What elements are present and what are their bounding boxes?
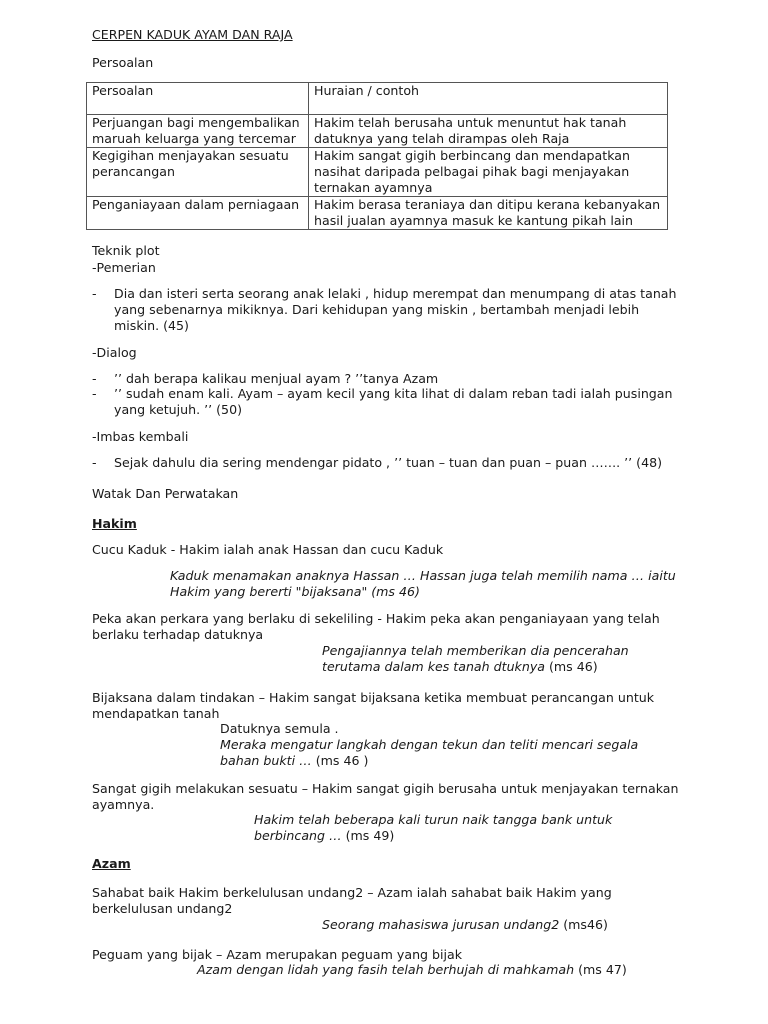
azam-trait-1 [92, 885, 612, 917]
cell-line: Kegigihan menjayakan sesuatu [92, 148, 289, 163]
azam-quote-2 [197, 962, 627, 978]
text-line: yang ketujuh. ’’ (50) [114, 402, 242, 417]
quote-line: bahan bukti … [220, 753, 312, 768]
cell-line: perancangan [92, 164, 175, 179]
page-reference: (ms 49) [341, 828, 395, 843]
persoalan-table [86, 82, 668, 230]
page-reference: (ms 47) [574, 962, 627, 977]
watak-heading: Watak Dan Perwatakan [92, 486, 239, 501]
hakim-quote-2 [322, 643, 629, 675]
azam-heading: Azam [92, 856, 131, 871]
cell-line: Penganiayaan dalam perniagaan [92, 197, 300, 212]
imbas-item: Sejak dahulu dia sering mendengar pidato , ’’ tuan – tuan dan puan – puan ……. ’’ (48) [114, 455, 663, 470]
table-cell [309, 148, 668, 197]
text-line: Dia dan isteri serta seorang anak lelaki , hidup merempat dan menumpang di atas tanah [114, 286, 677, 301]
hakim-trait-1: Cucu Kaduk - Hakim ialah anak Hassan dan cucu Kaduk [92, 542, 444, 557]
text-line: Sahabat baik Hakim berkelulusan undang2 – Azam ialah sahabat baik Hakim yang [92, 885, 612, 900]
cell-line: Hakim sangat gigih berbincang dan mendapatkan [314, 148, 630, 163]
text-line: ’’ sudah enam kali. Ayam – ayam kecil yang kita lihat di dalam reban tadi ialah pusingan [114, 386, 673, 401]
azam-quote-1 [322, 917, 608, 933]
table-header-cell: Persoalan [87, 83, 309, 115]
table-cell [87, 197, 309, 230]
table-cell [87, 115, 309, 148]
text-line: Bijaksana dalam tindakan – Hakim sangat bijaksana ketika membuat perancangan untuk [92, 690, 655, 705]
dialog-item: ’’ dah berapa kalikau menjual ayam ? ’’tanya Azam [114, 371, 439, 386]
page-reference: (ms 46 ) [311, 753, 369, 768]
quote-line: berbincang … [254, 828, 342, 843]
persoalan-heading: Persoalan [92, 55, 154, 70]
text-line: yang sebenarnya mikiknya. Dari kehidupan yang miskin , bertambah menjadi lebih [114, 302, 640, 317]
cell-line: Perjuangan bagi mengembalikan [92, 115, 300, 130]
text-line: berlaku terhadap datuknya [92, 627, 264, 642]
table-header-cell: Huraian / contoh [309, 83, 668, 115]
cell-line: datuknya yang telah dirampas oleh Raja [314, 131, 570, 146]
quote-line: terutama dalam kes tanah dtuknya [322, 659, 545, 674]
quote-line: Hakim yang bererti "bijaksana" (ms 46) [170, 584, 420, 599]
page-reference: (ms 46) [545, 659, 598, 674]
cell-line: Hakim telah berusaha untuk menuntut hak tanah [314, 115, 627, 130]
cell-line: nasihat daripada pelbagai pihak bagi menjayakan [314, 164, 630, 179]
hakim-quote-3 [220, 721, 638, 769]
quote-line: Kaduk menamakan anaknya Hassan … Hassan juga telah memilih nama … iaitu [170, 568, 676, 583]
quote-line: Meraka mengatur langkah dengan tekun dan teliti mencari segala [220, 737, 639, 752]
cell-line: hasil jualan ayamnya masuk ke kantung pikah lain [314, 213, 634, 228]
cell-line: maruah keluarga yang tercemar [92, 131, 296, 146]
cell-line: Hakim berasa teraniaya dan ditipu kerana kebanyakan [314, 197, 661, 212]
teknik-plot-heading: Teknik plot [92, 243, 160, 258]
document-title: CERPEN KADUK AYAM DAN RAJA [92, 27, 293, 42]
hakim-trait-4 [92, 781, 678, 813]
text-line: Peka akan perkara yang berlaku di sekeliling - Hakim peka akan penganiayaan yang telah [92, 611, 660, 626]
dialog-item [114, 386, 673, 418]
table-row [87, 115, 668, 148]
cell-line: ternakan ayamnya [314, 180, 433, 195]
table-cell [87, 148, 309, 197]
table-header-row [87, 83, 668, 115]
bullet: - [92, 286, 97, 301]
hakim-heading: Hakim [92, 516, 137, 531]
hakim-quote-4 [254, 812, 612, 844]
hakim-trait-3 [92, 690, 654, 722]
quote-line: Azam dengan lidah yang fasih telah berhujah di mahkamah [197, 962, 575, 977]
pemerian-label: -Pemerian [92, 260, 156, 275]
quote-line: Datuknya semula . [220, 721, 339, 736]
text-line: ayamnya. [92, 797, 155, 812]
table-cell [309, 115, 668, 148]
text-line: berkelulusan undang2 [92, 901, 233, 916]
dialog-label: -Dialog [92, 345, 137, 360]
hakim-trait-2 [92, 611, 660, 643]
table-cell [309, 197, 668, 230]
azam-trait-2: Peguam yang bijak – Azam merupakan peguam yang bijak [92, 947, 463, 962]
hakim-quote-1 [170, 568, 676, 600]
page-reference: (ms46) [559, 917, 608, 932]
quote-line: Seorang mahasiswa jurusan undang2 [322, 917, 560, 932]
bullet: - [92, 371, 97, 386]
text-line: miskin. (45) [114, 318, 189, 333]
table-row [87, 197, 668, 230]
table-row [87, 148, 668, 197]
quote-line: Hakim telah beberapa kali turun naik tangga bank untuk [254, 812, 613, 827]
text-line: Sangat gigih melakukan sesuatu – Hakim sangat gigih berusaha untuk menjayakan ternakan [92, 781, 679, 796]
imbas-label: -Imbas kembali [92, 429, 189, 444]
bullet: - [92, 455, 97, 470]
pemerian-item [114, 286, 677, 334]
quote-line: Pengajiannya telah memberikan dia pencerahan [322, 643, 629, 658]
bullet: - [92, 386, 97, 401]
text-line: mendapatkan tanah [92, 706, 220, 721]
